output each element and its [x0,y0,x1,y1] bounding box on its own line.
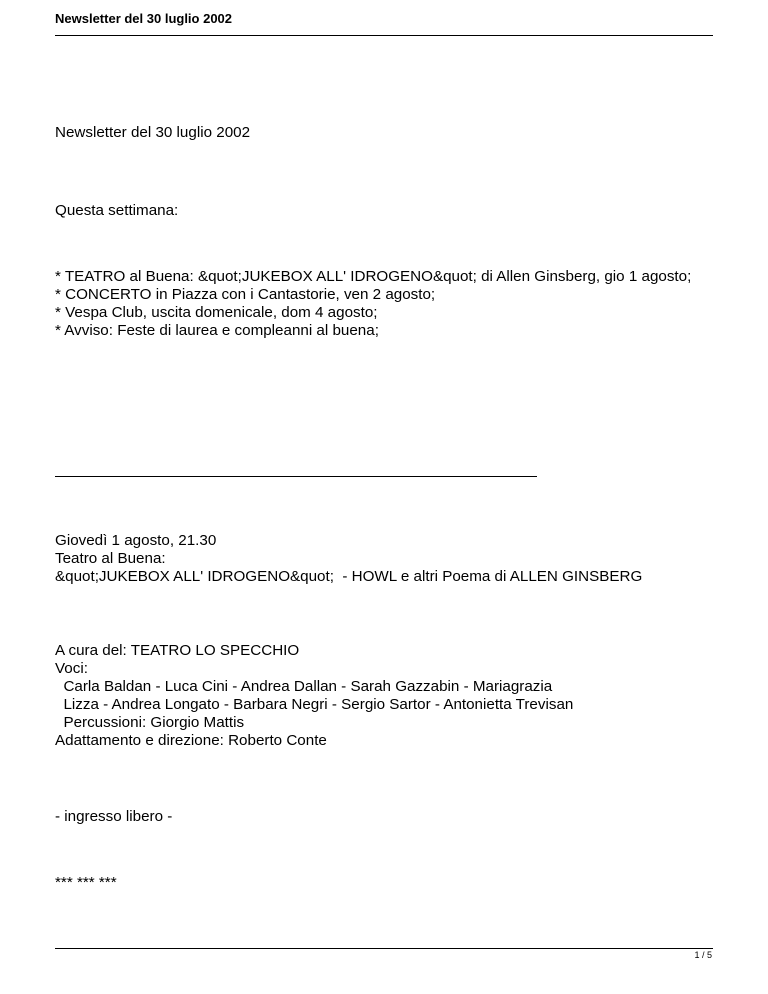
event-date: Giovedì 1 agosto, 21.30 [55,532,217,549]
agenda-item: * TEATRO al Buena: &quot;JUKEBOX ALL' IDROGENO&quot; di Allen Ginsberg, gio 1 agosto; [55,268,692,285]
credits-line: Voci: [55,660,88,677]
newsletter-title: Newsletter del 30 luglio 2002 [55,124,251,141]
event-title: &quot;JUKEBOX ALL' IDROGENO&quot; - HOWL e altri Poema di ALLEN GINSBERG [55,568,643,585]
credits-line: Percussioni: Giorgio Mattis [55,714,245,731]
intro-line: Questa settimana: [55,202,179,219]
credits-line: Adattamento e direzione: Roberto Conte [55,732,327,749]
agenda-item: * CONCERTO in Piazza con i Cantastorie, ven 2 agosto; [55,286,436,303]
credits-line: A cura del: TEATRO LO SPECCHIO [55,642,300,659]
credits-line: Lizza - Andrea Longato - Barbara Negri - Sergio Sartor - Antonietta Trevisan [55,696,574,713]
running-header-title: Newsletter del 30 luglio 2002 [55,11,233,26]
credits-line: Carla Baldan - Luca Cini - Andrea Dallan - Sarah Gazzabin - Mariagrazia [55,678,553,695]
agenda-item: * Avviso: Feste di laurea e compleanni al buena; [55,322,379,339]
page-number: 1 / 5 [694,950,712,960]
agenda-item: * Vespa Club, uscita domenicale, dom 4 agosto; [55,304,378,321]
section-stars: *** *** *** [55,874,117,891]
event-venue: Teatro al Buena: [55,550,166,567]
header-rule [55,35,713,36]
footer-rule [55,948,713,949]
section-separator [55,476,537,477]
entry-note: - ingresso libero - [55,808,173,825]
